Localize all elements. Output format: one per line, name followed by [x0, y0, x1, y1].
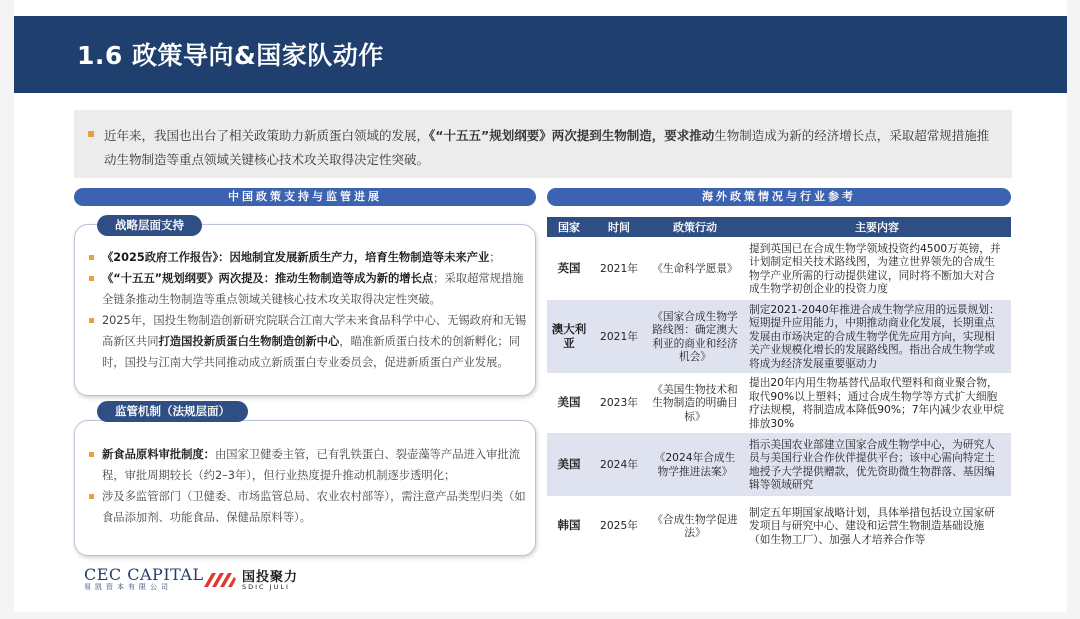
item-text: ，瞄准新质蛋白技术的创新孵化；同时，国投与江南大学共同推动成立新质蛋白专业委员会，促进新质蛋白产业发展。 [102, 335, 521, 369]
list-item [88, 268, 528, 310]
strategy-label: 战略层面支持 [97, 215, 202, 236]
table-row [547, 373, 1011, 433]
page-title: 1.6 政策导向&国家队动作 [77, 41, 384, 70]
list-item [88, 444, 528, 486]
china-policy-bar: 中国政策支持与监管进展 [74, 188, 536, 206]
slide [14, 0, 1067, 612]
cell-action: 《生命科学愿景》 [652, 261, 738, 275]
cell-year: 2025年 [600, 519, 638, 533]
table-row [547, 433, 1011, 496]
intro-text-cont: 生物制造成为新的经济增长点，采取超常规措施推动生物制造等重点领域关键核心技术攻关取得决定性突破。 [104, 128, 990, 167]
table-row [547, 300, 1011, 373]
list-item [88, 486, 528, 528]
overseas-policy-table [547, 217, 1011, 556]
cell-year: 2021年 [591, 300, 647, 373]
cell-country: 韩国 [557, 518, 581, 533]
intro-box [74, 110, 1012, 178]
bullet-icon [88, 131, 94, 137]
cell-action: 《2024年合成生物学推进法案》 [647, 433, 743, 496]
cell-year: 2023年 [600, 396, 638, 410]
header-bar [14, 16, 1067, 93]
item-text: ；采取超常规措施全链条推动生物制造等重点领域关键核心技术攻关取得决定性突破。 [102, 272, 524, 306]
regulation-list [88, 444, 528, 528]
cell-country: 英国 [557, 260, 581, 275]
col-header-content: 主要内容 [743, 217, 1011, 237]
table-header-row [547, 217, 1011, 237]
cell-country: 美国 [547, 433, 591, 496]
cec-capital-logo [84, 565, 204, 592]
item-text: 涉及多监管部门（卫健委、市场监管总局、农业农村部等），需注意产品类型归类（如食品添加剂、功能食品、保健品原料等）。 [102, 490, 526, 524]
cell-content: 指示美国农业部建立国家合成生物学中心，为研究人员与美国行业合作伙伴提供平台；该中心需向特定土地授予大学提供赠款，优先资助微生物群落、基因编辑等领域研究 [743, 433, 1011, 496]
cell-country: 澳大利亚 [547, 300, 591, 373]
sdic-mark-icon [202, 569, 238, 589]
cec-logo-main: CEC CAPITAL [84, 565, 204, 584]
item-bold: 打造国投新质蛋白生物制造创新中心 [158, 335, 340, 348]
strategy-list [88, 247, 528, 373]
sdic-logo-cn: 国投聚力 [242, 570, 299, 585]
item-bold: 新食品原料审批制度： [102, 448, 215, 461]
item-bold: 《“十五五”规划纲要》两次提及：推动生物制造等成为新的增长点 [102, 272, 434, 285]
cell-action: 《合成生物学促进法》 [652, 512, 738, 539]
regulation-label: 监管机制（法规层面） [97, 401, 248, 422]
table-row [547, 496, 1011, 556]
cell-action: 《美国生物技术和生物制造的明确目标》 [652, 382, 738, 423]
list-item [88, 310, 528, 373]
sdic-juli-logo [202, 566, 298, 591]
col-header-country: 国家 [547, 217, 591, 237]
sdic-logo-en: SDIC JULI [242, 583, 290, 591]
list-item [88, 247, 528, 268]
overseas-policy-bar: 海外政策情况与行业参考 [547, 188, 1011, 206]
col-header-year: 时间 [591, 217, 647, 237]
item-bold: 《2025政府工作报告》：因地制宜发展新质生产力，培育生物制造等未来产业 [102, 251, 490, 264]
table-row [547, 237, 1011, 300]
cell-content: 制定五年期国家战略计划，具体举措包括设立国家研发项目与研究中心、建设和运营生物制造基础设施（如生物工厂）、加强人才培养合作等 [749, 505, 995, 546]
cell-year: 2021年 [600, 261, 638, 275]
intro-highlight: 《“十五五”规划纲要》两次提到生物制造，要求推动 [429, 128, 715, 143]
intro-text: 近年来，我国也出台了相关政策助力新质蛋白领域的发展， [104, 128, 430, 143]
cell-content: 制定2021-2040年推进合成生物学应用的远景规划：短期提升应用能力，中期推动商业化发展，长期重点发展由市场决定的合成生物学优先应用方向，实现相关产业规模化增长的发展路线图。指出合成生物学或将成为经济发展重要驱动力 [743, 300, 1011, 373]
cell-country: 美国 [557, 395, 581, 410]
cec-logo-sub: 易凯资本有限公司 [84, 583, 172, 591]
item-text: 由国家卫健委主管，已有乳铁蛋白、裂壶藻等产品进入审批流程，审批周期较长（约2–3年），但行业热度提升推动机制逐步透明化； [102, 448, 521, 482]
cell-content: 提到英国已在合成生物学领域投资约4500万英镑，并计划制定相关技术路线图，为建立世界领先的合成生物学产业所需的行动提供建议，同时将不断加大对合成生物学初创企业的投资力度 [749, 241, 1001, 295]
col-header-action: 政策行动 [647, 217, 743, 237]
cell-year: 2024年 [591, 433, 647, 496]
cell-content: 提出20年内用生物基替代品取代塑料和商业聚合物，取代90%以上塑料；通过合成生物学等方式扩大细胞疗法规模，将制造成本降低90%；7年内减少农业甲烷排放30% [749, 376, 1004, 430]
item-text: 2025年，国投生物制造创新研究院联合江南大学未来食品科学中心、无锡政府和无锡高新区共同 [102, 314, 527, 348]
cell-action: 《国家合成生物学路线图：确定澳大利亚的商业和经济机会》 [647, 300, 743, 373]
item-text: ； [489, 251, 501, 264]
